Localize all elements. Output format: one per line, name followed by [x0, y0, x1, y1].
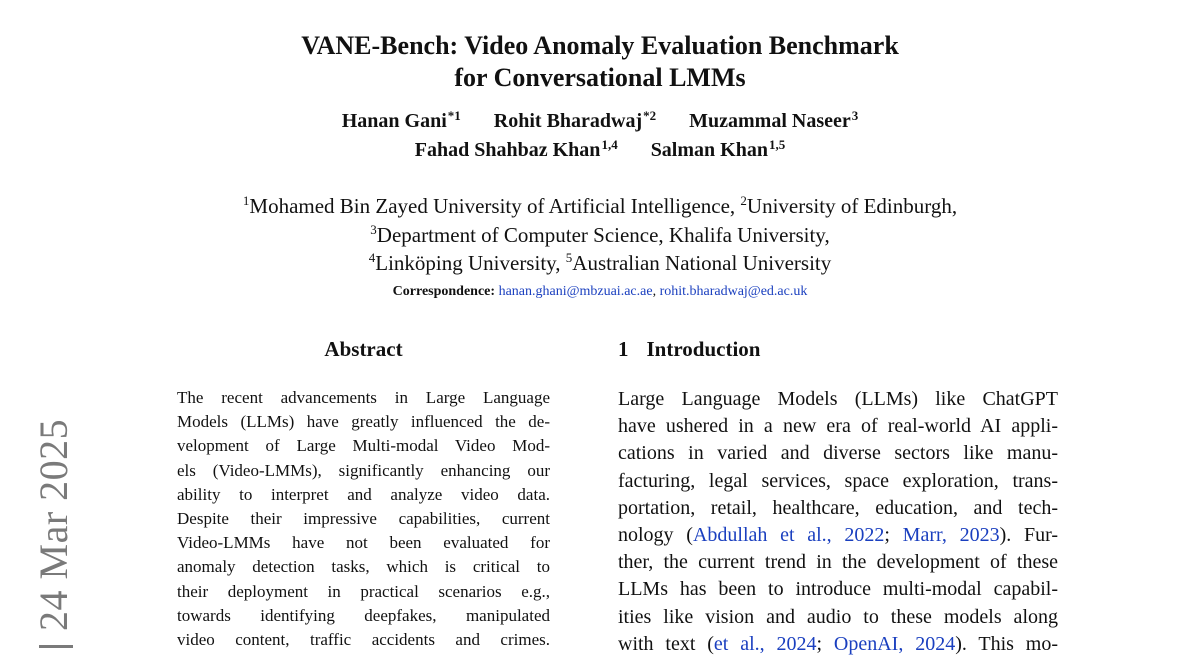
author: [651, 136, 786, 165]
affiliation-mark: 2: [740, 193, 747, 208]
affiliation-mark: 4: [368, 250, 376, 265]
arxiv-side-stamp: [30, 419, 77, 648]
citation-link[interactable]: et al., 2024: [713, 632, 817, 655]
intro-line: portation, retail, healthcare, education, and tech-: [618, 496, 1058, 519]
paper-title: [0, 30, 1200, 94]
affiliation-mark: 5: [565, 250, 573, 265]
intro-line: LLMs has been to introduce multi-modal capabil-: [618, 578, 1058, 601]
abstract-body: [177, 386, 550, 652]
author-affiliation-mark: *2: [643, 108, 657, 123]
intro-text: with text (: [618, 632, 714, 655]
affiliation-text: University of Edinburgh,: [746, 194, 958, 218]
author-name: Rohit Bharadwaj: [493, 110, 643, 132]
intro-line: cations in varied and diverse sectors like manu-: [618, 442, 1058, 465]
affiliation-text: Linköping University,: [375, 251, 566, 275]
title-line-1: VANE-Bench: Video Anomaly Evaluation Benchmark: [301, 31, 899, 60]
intro-text: ;: [816, 632, 834, 655]
author-affiliation-mark: 3: [851, 108, 859, 123]
affiliation-text: Department of Computer Science, Khalifa University,: [376, 222, 830, 247]
intro-text: nology (: [618, 524, 693, 547]
correspondence-label: Correspondence:: [392, 284, 496, 299]
citation-link[interactable]: OpenAI, 2024: [833, 632, 956, 655]
intro-line: have ushered in a new era of real-world AI appli-: [618, 415, 1058, 438]
author-affiliation-mark: *1: [447, 108, 461, 123]
abstract-line: their deployment in practical scenarios e.g.,: [177, 581, 550, 601]
intro-text: ). This mo-: [955, 632, 1058, 655]
abstract-line: anomaly detection tasks, which is critical to: [177, 557, 550, 577]
abstract-line: towards identifying deepfakes, manipulated: [177, 605, 550, 625]
affiliation-line-2: [0, 221, 1200, 250]
intro-text: ). Fur-: [999, 524, 1058, 547]
intro-line: [618, 631, 1058, 658]
abstract-line: ability to interpret and analyze video data.: [177, 484, 550, 504]
intro-text: ;: [884, 524, 903, 547]
citation-link[interactable]: Marr, 2023: [902, 524, 1000, 547]
abstract-line: velopment of Large Multi-modal Video Mod-: [177, 436, 550, 456]
section-title: Introduction: [646, 337, 761, 361]
stamp-date: 24 Mar 2025: [31, 418, 76, 631]
affiliation-mark: 3: [370, 221, 377, 237]
author-row-1: [0, 107, 1200, 136]
author-name: Salman Khan: [650, 139, 768, 161]
intro-line: [618, 522, 1058, 549]
author-name: Fahad Shahbaz Khan: [414, 139, 601, 161]
email-link-1[interactable]: hanan.ghani@mbzuai.ac.ae: [498, 284, 653, 299]
author-affiliation-mark: 1,4: [601, 137, 618, 152]
intro-line: ther, the current trend in the development of these: [618, 551, 1058, 574]
intro-line: ities like vision and audio to these models along: [618, 605, 1058, 628]
introduction-body: [618, 386, 1058, 658]
author-name: Hanan Gani: [341, 110, 447, 132]
author-list: [0, 107, 1200, 165]
affiliation-mark: 1: [242, 193, 250, 208]
abstract-heading: Abstract: [324, 337, 403, 361]
author-affiliation-mark: 1,5: [768, 137, 786, 152]
author-name: Muzammal Naseer: [689, 110, 851, 132]
affiliations: [0, 192, 1200, 278]
affiliation-text: Mohamed Bin Zayed University of Artificial Intelligence,: [249, 194, 741, 218]
section-number: 1: [618, 337, 629, 361]
author: [415, 136, 618, 165]
author-row-2: [0, 136, 1200, 165]
title-line-2: for Conversational LMMs: [454, 63, 746, 92]
citation-link[interactable]: Abdullah et al., 2022: [692, 524, 885, 547]
affiliation-text: Australian National University: [572, 251, 832, 275]
introduction-heading: [618, 337, 760, 362]
author: [342, 107, 461, 136]
abstract-line: Despite their impressive capabilities, current: [177, 509, 550, 529]
author: [494, 107, 656, 136]
abstract-line: Video-LMMs have not been evaluated for: [177, 533, 550, 553]
affiliation-line-1: [0, 192, 1200, 221]
correspondence: [0, 284, 1200, 300]
author: [689, 107, 858, 136]
affiliation-line-3: [0, 249, 1200, 278]
abstract-line: els (Video-LMMs), significantly enhancing our: [177, 460, 550, 480]
abstract-line: video content, traffic accidents and crimes.: [177, 630, 550, 650]
abstract-line: Models (LLMs) have greatly influenced the de-: [177, 412, 550, 432]
email-link-2[interactable]: rohit.bharadwaj@ed.ac.uk: [659, 284, 808, 299]
intro-line: facturing, legal services, space exploration, trans-: [618, 469, 1058, 492]
intro-line: Large Language Models (LLMs) like ChatGPT: [618, 388, 1058, 410]
abstract-line: The recent advancements in Large Language: [177, 388, 550, 407]
email-separator: ,: [652, 284, 657, 299]
